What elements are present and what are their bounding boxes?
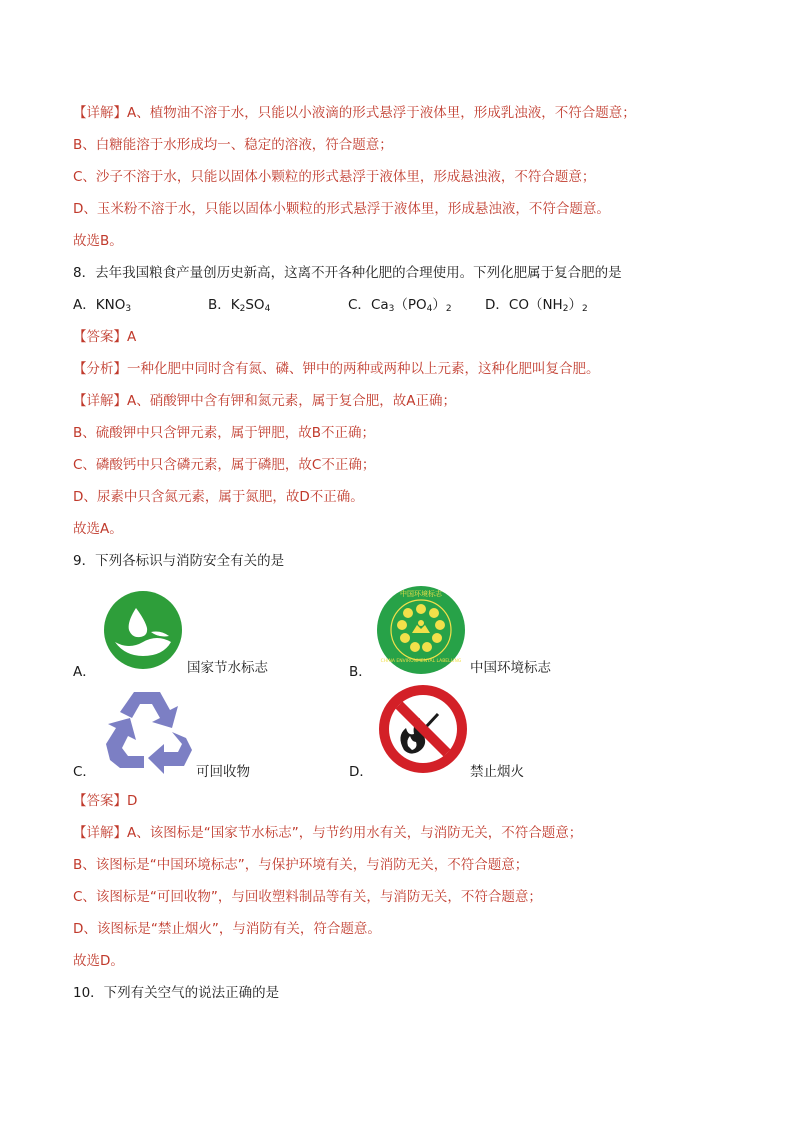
q8-question: 8．去年我国粮食产量创历史新高，这离不开各种化肥的合理使用。下列化肥属于复合肥的是 bbox=[73, 265, 622, 281]
q9-choose: 故选D。 bbox=[73, 953, 124, 969]
detail-tag: 【详解】 bbox=[73, 105, 127, 121]
q7-detail-a bbox=[73, 103, 636, 123]
q7-detail-a-text: A、植物油不溶于水，只能以小液滴的形式悬浮于液体里，形成乳浊液，不符合题意； bbox=[127, 105, 636, 121]
environmental-label-icon bbox=[376, 585, 466, 675]
q7-choose: 故选B。 bbox=[73, 233, 123, 249]
q9-detail-a bbox=[73, 823, 582, 843]
q8-detail-b: B、硫酸钾中只含钾元素，属于钾肥，故B不正确； bbox=[73, 425, 376, 441]
detail-tag: 【详解】 bbox=[73, 393, 127, 409]
answer-tag: 【答案】 bbox=[73, 329, 127, 345]
analysis-tag: 【分析】 bbox=[73, 361, 127, 377]
q8-detail-c: C、磷酸钙中只含磷元素，属于磷肥，故C不正确； bbox=[73, 457, 376, 473]
q8-answer bbox=[73, 327, 136, 347]
q9-option-a-label: A． bbox=[73, 664, 96, 680]
q9-option-b-label: B． bbox=[349, 664, 372, 680]
q9-option-d-caption: 禁止烟火 bbox=[470, 764, 524, 780]
environmental-logo-ring-text: CHINA ENVIRONMENTAL LABELLING bbox=[380, 659, 462, 664]
answer-tag: 【答案】 bbox=[73, 793, 127, 809]
environmental-logo-top-text: 中国环境标志 bbox=[400, 590, 442, 598]
q9-detail-a-text: A、该图标是“国家节水标志”，与节约用水有关，与消防无关，不符合题意； bbox=[127, 825, 583, 841]
q8-detail-a bbox=[73, 391, 456, 411]
answer-value: A bbox=[127, 329, 137, 345]
water-saving-icon bbox=[103, 590, 183, 670]
q8-option-a: A．$KNO_3$ bbox=[73, 297, 132, 314]
q8-option-d: D．$CO(NH_2)_2$ bbox=[485, 297, 588, 314]
no-fire-icon bbox=[378, 684, 468, 774]
q7-detail-b: B、白糖能溶于水形成均一、稳定的溶液，符合题意； bbox=[73, 137, 393, 153]
q7-detail-c: C、沙子不溶于水，只能以固体小颗粒的形式悬浮于液体里，形成悬浊液，不符合题意； bbox=[73, 169, 596, 185]
q8-option-c: C．$Ca_3(PO_4)_2$ bbox=[348, 297, 452, 314]
q9-detail-c: C、该图标是“可回收物”，与回收塑料制品等有关，与消防无关，不符合题意； bbox=[73, 889, 542, 905]
q9-detail-b: B、该图标是“中国环境标志”，与保护环境有关，与消防无关，不符合题意； bbox=[73, 857, 529, 873]
q7-detail-d: D、玉米粉不溶于水，只能以固体小颗粒的形式悬浮于液体里，形成悬浊液，不符合题意。 bbox=[73, 201, 610, 217]
q8-choose: 故选A。 bbox=[73, 521, 123, 537]
analysis-text: 一种化肥中同时含有氮、磷、钾中的两种或两种以上元素，这种化肥叫复合肥。 bbox=[127, 361, 600, 377]
q9-detail-d: D、该图标是“禁止烟火”，与消防有关，符合题意。 bbox=[73, 921, 381, 937]
q9-option-c-label: C． bbox=[73, 764, 96, 780]
q10-question: 10．下列有关空气的说法正确的是 bbox=[73, 985, 280, 1001]
q9-option-b-caption: 中国环境标志 bbox=[470, 660, 551, 676]
answer-value: D bbox=[127, 793, 138, 809]
q9-answer bbox=[73, 791, 137, 811]
q8-detail-a-text: A、硝酸钾中含有钾和氮元素，属于复合肥，故A正确； bbox=[127, 393, 456, 409]
detail-tag: 【详解】 bbox=[73, 825, 127, 841]
recycle-icon bbox=[100, 688, 194, 774]
q9-option-c-caption: 可回收物 bbox=[196, 764, 250, 780]
q9-question: 9．下列各标识与消防安全有关的是 bbox=[73, 553, 285, 569]
q8-analysis bbox=[73, 359, 600, 379]
q8-options bbox=[73, 295, 733, 315]
q9-option-a-caption: 国家节水标志 bbox=[187, 660, 268, 676]
q9-option-d-label: D． bbox=[349, 764, 373, 780]
q8-detail-d: D、尿素中只含氮元素，属于氮肥，故D不正确。 bbox=[73, 489, 364, 505]
q8-option-b: B．$K_2SO_4$ bbox=[208, 297, 271, 314]
